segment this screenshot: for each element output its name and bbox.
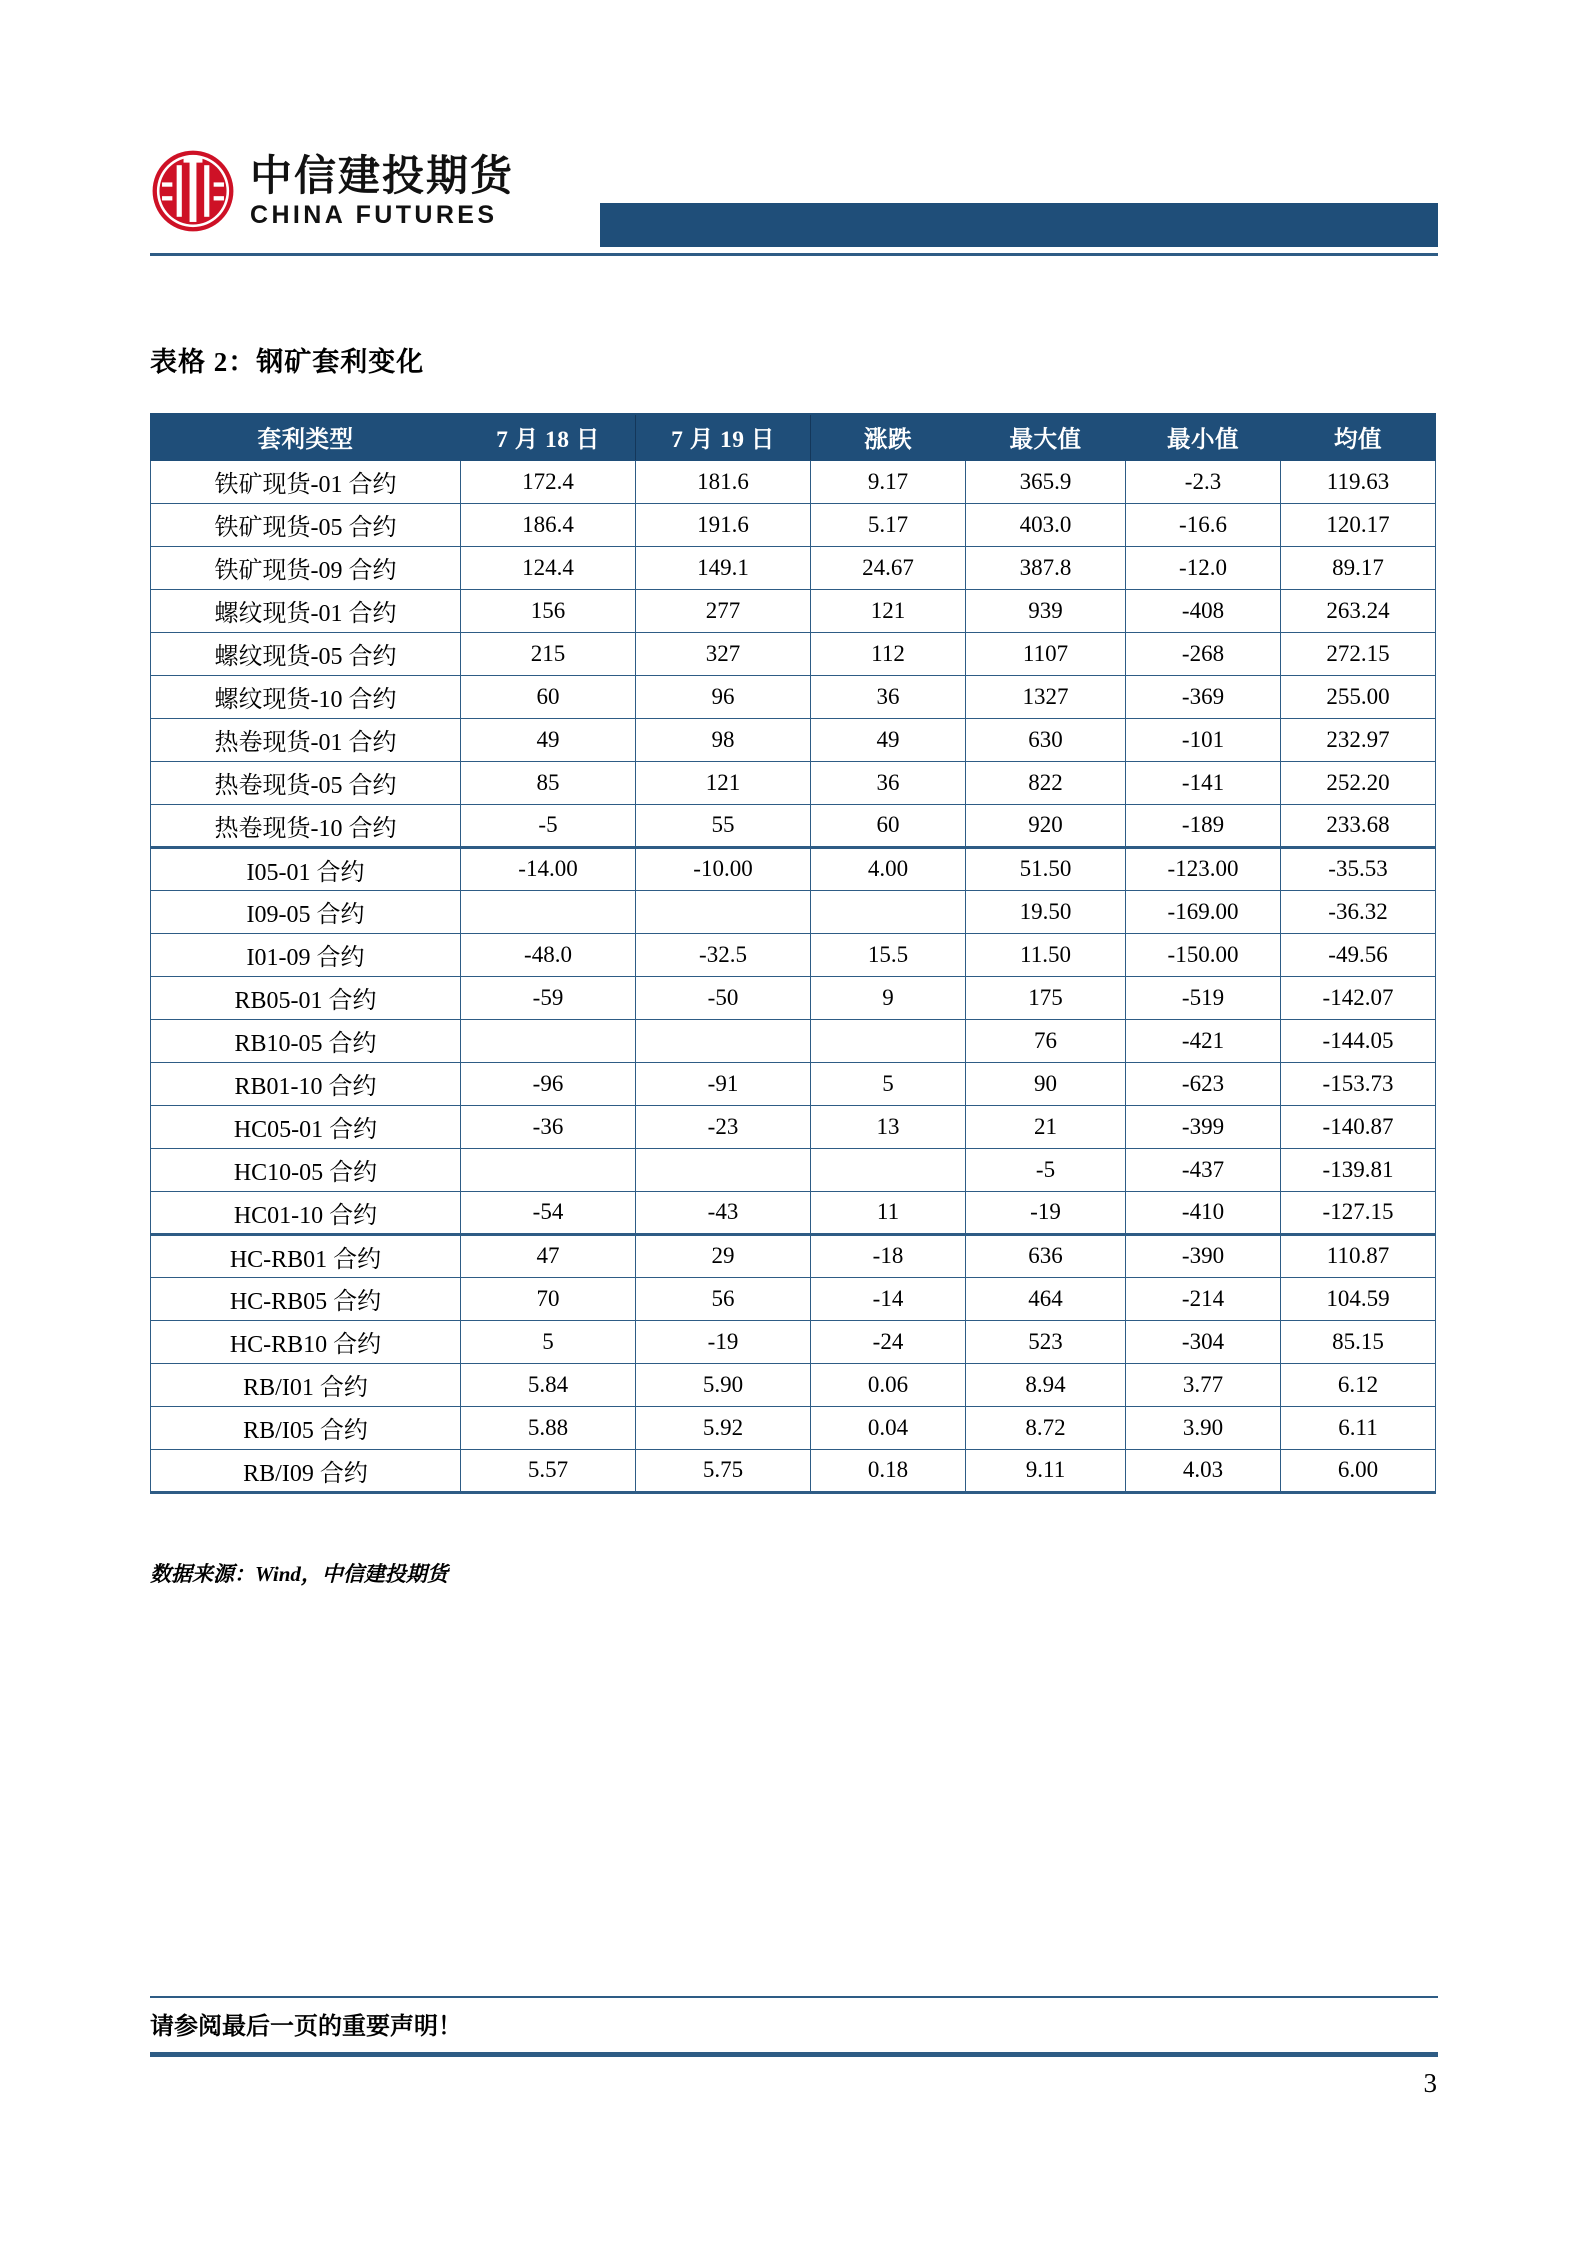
table-cell: -10.00 — [636, 847, 811, 890]
table-cell: -421 — [1126, 1019, 1281, 1062]
table-row — [151, 1148, 1436, 1191]
table-cell: 263.24 — [1281, 589, 1436, 632]
table-cell: -101 — [1126, 718, 1281, 761]
table-cell — [636, 890, 811, 933]
table-cell — [461, 1019, 636, 1062]
table-cell: 9.17 — [811, 460, 966, 503]
table-cell: -19 — [966, 1191, 1126, 1234]
table-row — [151, 503, 1436, 546]
table-row — [151, 1105, 1436, 1148]
citic-circle-logo-icon — [150, 148, 236, 234]
table-cell — [811, 1019, 966, 1062]
table-cell: 5.75 — [636, 1449, 811, 1492]
table-row — [151, 1019, 1436, 1062]
table-cell: 277 — [636, 589, 811, 632]
company-logo — [150, 148, 514, 234]
table-cell: -23 — [636, 1105, 811, 1148]
table-row-label: HC-RB01 合约 — [151, 1234, 461, 1277]
table-row — [151, 1062, 1436, 1105]
table-cell: 36 — [811, 761, 966, 804]
table-cell: -437 — [1126, 1148, 1281, 1191]
table-cell: -214 — [1126, 1277, 1281, 1320]
table-cell: 51.50 — [966, 847, 1126, 890]
table-cell: -189 — [1126, 804, 1281, 847]
table-row — [151, 804, 1436, 847]
table-row — [151, 460, 1436, 503]
footer-disclaimer: 请参阅最后一页的重要声明！ — [150, 2014, 462, 2040]
table-row-label: RB/I05 合约 — [151, 1406, 461, 1449]
table-cell: 5.57 — [461, 1449, 636, 1492]
table-column-header-1: 7 月 18 日 — [461, 414, 636, 460]
table-cell: 630 — [966, 718, 1126, 761]
table-column-header-0: 套利类型 — [151, 414, 461, 460]
table-row-label: 铁矿现货-01 合约 — [151, 460, 461, 503]
table-row — [151, 933, 1436, 976]
table-cell: 110.87 — [1281, 1234, 1436, 1277]
table-cell: 272.15 — [1281, 632, 1436, 675]
table-cell: -123.00 — [1126, 847, 1281, 890]
table-cell: 5 — [461, 1320, 636, 1363]
table-cell: -142.07 — [1281, 976, 1436, 1019]
table-cell: 186.4 — [461, 503, 636, 546]
table-cell: 255.00 — [1281, 675, 1436, 718]
table-row-label: HC-RB10 合约 — [151, 1320, 461, 1363]
table-row-label: HC10-05 合约 — [151, 1148, 461, 1191]
table-cell: 3.90 — [1126, 1406, 1281, 1449]
table-row-label: 螺纹现货-01 合约 — [151, 589, 461, 632]
table-cell: 215 — [461, 632, 636, 675]
table-cell: -5 — [461, 804, 636, 847]
table-row-label: HC05-01 合约 — [151, 1105, 461, 1148]
table-cell: 49 — [811, 718, 966, 761]
table-cell: 13 — [811, 1105, 966, 1148]
table-cell: 11.50 — [966, 933, 1126, 976]
table-cell: -49.56 — [1281, 933, 1436, 976]
table-cell: 104.59 — [1281, 1277, 1436, 1320]
table-row — [151, 1277, 1436, 1320]
table-cell: -519 — [1126, 976, 1281, 1019]
table-row — [151, 1449, 1436, 1492]
table-row — [151, 1191, 1436, 1234]
table-row — [151, 546, 1436, 589]
table-cell: 636 — [966, 1234, 1126, 1277]
table-body — [151, 460, 1436, 1492]
table-row — [151, 589, 1436, 632]
table-row-label: I05-01 合约 — [151, 847, 461, 890]
table-cell: -16.6 — [1126, 503, 1281, 546]
page-header — [0, 0, 1587, 270]
table-cell — [461, 1148, 636, 1191]
table-cell: -408 — [1126, 589, 1281, 632]
header-divider-rule — [150, 253, 1438, 256]
table-cell: 0.04 — [811, 1406, 966, 1449]
table-cell: -18 — [811, 1234, 966, 1277]
table-cell: 5.17 — [811, 503, 966, 546]
table-caption: 表格 2：钢矿套利变化 — [150, 347, 425, 377]
table-row-label: 热卷现货-05 合约 — [151, 761, 461, 804]
table-column-header-5: 最小值 — [1126, 414, 1281, 460]
table-cell: 96 — [636, 675, 811, 718]
table-row-label: RB/I01 合约 — [151, 1363, 461, 1406]
table-cell: 233.68 — [1281, 804, 1436, 847]
table-column-header-3: 涨跌 — [811, 414, 966, 460]
table-cell: -127.15 — [1281, 1191, 1436, 1234]
table-cell: -24 — [811, 1320, 966, 1363]
table-row — [151, 1234, 1436, 1277]
table-cell: -369 — [1126, 675, 1281, 718]
table-row — [151, 632, 1436, 675]
table-cell: 4.00 — [811, 847, 966, 890]
table-cell: 5.92 — [636, 1406, 811, 1449]
table-cell: -144.05 — [1281, 1019, 1436, 1062]
table-row — [151, 675, 1436, 718]
table-cell: -141 — [1126, 761, 1281, 804]
arbitrage-table — [150, 413, 1436, 1494]
logo-wordmark — [250, 151, 515, 229]
table-row-label: 热卷现货-01 合约 — [151, 718, 461, 761]
table-cell: -5 — [966, 1148, 1126, 1191]
table-cell: 191.6 — [636, 503, 811, 546]
table-cell: 939 — [966, 589, 1126, 632]
table-cell: 124.4 — [461, 546, 636, 589]
table-cell: -91 — [636, 1062, 811, 1105]
table-cell — [811, 890, 966, 933]
table-cell: 8.72 — [966, 1406, 1126, 1449]
table-cell: 8.94 — [966, 1363, 1126, 1406]
table-cell: 112 — [811, 632, 966, 675]
table-cell: -32.5 — [636, 933, 811, 976]
footer-top-rule — [150, 1996, 1438, 1998]
table-cell: -390 — [1126, 1234, 1281, 1277]
table-cell: 60 — [461, 675, 636, 718]
header-accent-bar — [600, 203, 1438, 247]
table-cell: 89.17 — [1281, 546, 1436, 589]
source-note: 数据来源：Wind，中信建投期货 — [150, 1562, 448, 1586]
table-cell: 232.97 — [1281, 718, 1436, 761]
table-cell: 120.17 — [1281, 503, 1436, 546]
table-cell: 252.20 — [1281, 761, 1436, 804]
table-cell: 11 — [811, 1191, 966, 1234]
table-cell: 60 — [811, 804, 966, 847]
table-row — [151, 1406, 1436, 1449]
table-cell: -304 — [1126, 1320, 1281, 1363]
table-cell: 121 — [811, 589, 966, 632]
table-cell: 9 — [811, 976, 966, 1019]
logo-chinese-name: 中信建投期货 — [250, 151, 515, 199]
table-cell: -36 — [461, 1105, 636, 1148]
table-row-label: HC-RB05 合约 — [151, 1277, 461, 1320]
table-cell: -96 — [461, 1062, 636, 1105]
table-cell: -12.0 — [1126, 546, 1281, 589]
table-cell: -14.00 — [461, 847, 636, 890]
table-header-row — [151, 414, 1436, 460]
table-cell: 149.1 — [636, 546, 811, 589]
table-cell: 523 — [966, 1320, 1126, 1363]
table-cell: -140.87 — [1281, 1105, 1436, 1148]
table-cell: 19.50 — [966, 890, 1126, 933]
table-cell: -2.3 — [1126, 460, 1281, 503]
table-row — [151, 1363, 1436, 1406]
footer-bottom-rule — [150, 2052, 1438, 2057]
table-cell: 119.63 — [1281, 460, 1436, 503]
table-cell: -623 — [1126, 1062, 1281, 1105]
table-row-label: RB01-10 合约 — [151, 1062, 461, 1105]
table-cell — [811, 1148, 966, 1191]
table-row-label: I09-05 合约 — [151, 890, 461, 933]
table-row-label: 热卷现货-10 合约 — [151, 804, 461, 847]
table-cell: 5 — [811, 1062, 966, 1105]
table-cell: -59 — [461, 976, 636, 1019]
table-cell: 56 — [636, 1277, 811, 1320]
table-cell: -150.00 — [1126, 933, 1281, 976]
page-number: 3 — [1423, 2068, 1437, 2098]
table-cell: 403.0 — [966, 503, 1126, 546]
table-cell: -14 — [811, 1277, 966, 1320]
table-cell: -50 — [636, 976, 811, 1019]
table-cell: -36.32 — [1281, 890, 1436, 933]
table-cell: 0.18 — [811, 1449, 966, 1492]
table-cell: 387.8 — [966, 546, 1126, 589]
table-cell: 85.15 — [1281, 1320, 1436, 1363]
table-cell: 5.84 — [461, 1363, 636, 1406]
table-row-label: 螺纹现货-10 合约 — [151, 675, 461, 718]
table-cell: 6.00 — [1281, 1449, 1436, 1492]
table-cell: 1107 — [966, 632, 1126, 675]
table-cell: 920 — [966, 804, 1126, 847]
table-cell: 181.6 — [636, 460, 811, 503]
table-row — [151, 1320, 1436, 1363]
table-cell: 172.4 — [461, 460, 636, 503]
table-row-label: 铁矿现货-05 合约 — [151, 503, 461, 546]
table-cell: 822 — [966, 761, 1126, 804]
table-cell — [636, 1019, 811, 1062]
table-column-header-4: 最大值 — [966, 414, 1126, 460]
table-cell: -169.00 — [1126, 890, 1281, 933]
table-cell — [461, 890, 636, 933]
table-header-row-group — [151, 414, 1436, 460]
table-cell: 6.11 — [1281, 1406, 1436, 1449]
table-row-label: 螺纹现货-05 合约 — [151, 632, 461, 675]
table-cell: -43 — [636, 1191, 811, 1234]
table-cell: 21 — [966, 1105, 1126, 1148]
table-cell: 5.88 — [461, 1406, 636, 1449]
table-cell: 365.9 — [966, 460, 1126, 503]
table-cell: 85 — [461, 761, 636, 804]
table-row — [151, 976, 1436, 1019]
table-row-label: I01-09 合约 — [151, 933, 461, 976]
table-cell: -410 — [1126, 1191, 1281, 1234]
table-cell: -268 — [1126, 632, 1281, 675]
table-cell: -19 — [636, 1320, 811, 1363]
table-cell: 4.03 — [1126, 1449, 1281, 1492]
table-row-label: RB05-01 合约 — [151, 976, 461, 1019]
table-column-header-6: 均值 — [1281, 414, 1436, 460]
table-cell: 175 — [966, 976, 1126, 1019]
table-cell: 76 — [966, 1019, 1126, 1062]
table-row-label: RB/I09 合约 — [151, 1449, 461, 1492]
table-cell: 47 — [461, 1234, 636, 1277]
table-cell: 1327 — [966, 675, 1126, 718]
table-cell: -399 — [1126, 1105, 1281, 1148]
table-cell: 70 — [461, 1277, 636, 1320]
table-cell — [636, 1148, 811, 1191]
logo-english-name: CHINA FUTURES — [250, 200, 498, 229]
table-column-header-2: 7 月 19 日 — [636, 414, 811, 460]
table-cell: 36 — [811, 675, 966, 718]
table-row — [151, 718, 1436, 761]
table-row-label: HC01-10 合约 — [151, 1191, 461, 1234]
table-cell: -139.81 — [1281, 1148, 1436, 1191]
table-row-label: RB10-05 合约 — [151, 1019, 461, 1062]
table-cell: 121 — [636, 761, 811, 804]
table-cell: 156 — [461, 589, 636, 632]
table-cell: 327 — [636, 632, 811, 675]
table-cell: 464 — [966, 1277, 1126, 1320]
table-cell: -35.53 — [1281, 847, 1436, 890]
table-cell: -153.73 — [1281, 1062, 1436, 1105]
table-cell: 24.67 — [811, 546, 966, 589]
table-cell: 3.77 — [1126, 1363, 1281, 1406]
table-row — [151, 890, 1436, 933]
table-cell: 55 — [636, 804, 811, 847]
arbitrage-table-container — [150, 413, 1435, 1494]
table-cell: 49 — [461, 718, 636, 761]
table-cell: 90 — [966, 1062, 1126, 1105]
table-cell: 29 — [636, 1234, 811, 1277]
table-cell: 6.12 — [1281, 1363, 1436, 1406]
table-cell: 98 — [636, 718, 811, 761]
table-cell: -54 — [461, 1191, 636, 1234]
table-cell: 9.11 — [966, 1449, 1126, 1492]
table-cell: 5.90 — [636, 1363, 811, 1406]
table-cell: 15.5 — [811, 933, 966, 976]
table-cell: -48.0 — [461, 933, 636, 976]
table-row — [151, 761, 1436, 804]
table-row-label: 铁矿现货-09 合约 — [151, 546, 461, 589]
table-cell: 0.06 — [811, 1363, 966, 1406]
table-row — [151, 847, 1436, 890]
